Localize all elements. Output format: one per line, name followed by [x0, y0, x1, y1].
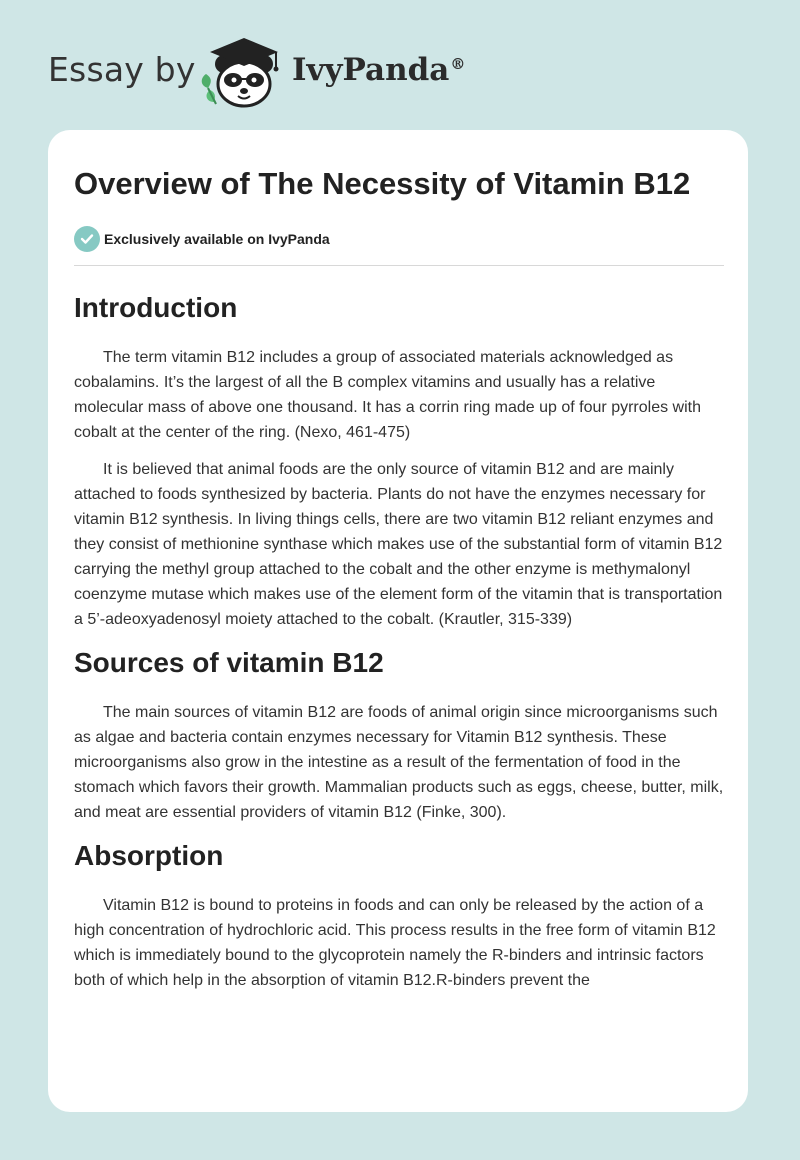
section-heading-sources: Sources of vitamin B12	[74, 647, 384, 678]
essay-card	[48, 130, 748, 1112]
registered-mark: ®	[450, 54, 466, 73]
paragraph: Vitamin B12 is bound to proteins in foods and can only be released by the action of a high concentration of hydrochloric acid. This process results in the free form of vitamin B12 which is immediately bound to the glycoprotein namely the R-binders and intrinsic factors both of which help in the absorption of vitamin B12.R-binders prevent the	[74, 897, 716, 989]
paragraph: It is believed that animal foods are the only source of vitamin B12 and are mainly attached to foods synthesized by bacteria. Plants do not have the enzymes necessary for vitamin B12 synthesis. In living things cells, there are two vitamin B12 reliant enzymes and they consist of methionine synthase which makes use of the substantial form of vitamin B12 carrying the methyl group attached to the cobalt and the other enzyme is methymalonyl coenzyme mutase which makes use of the element form of the vitamin that is transportation a 5’-adeoxyadenosyl moiety attached to the cobalt. (Krautler, 315-339)	[74, 461, 723, 628]
exclusive-label: Exclusively available on IvyPanda	[104, 231, 330, 247]
paragraph: The term vitamin B12 includes a group of associated materials acknowledged as cobalamins. It’s the largest of all the B complex vitamins and usually has a relative molecular mass of above one thousand. It has a corrin ring made up of four pyrroles with cobalt at the center of the ring. (Nexo, 461-475)	[74, 349, 701, 441]
paragraph: The main sources of vitamin B12 are foods of animal origin since microorganisms such as algae and bacteria contain enzymes necessary for Vitamin B12 synthesis. These microorganisms also grow in the intestine as a result of the fermentation of food in the stomach which favors their growth. Mammalian products such as eggs, cheese, butter, milk, and meat are essential providers of vitamin B12 (Finke, 300).	[74, 704, 724, 821]
section-heading-introduction: Introduction	[74, 292, 238, 323]
essay-content	[74, 130, 724, 993]
exclusive-badge	[74, 226, 724, 252]
divider	[74, 265, 724, 266]
site-header	[0, 0, 800, 128]
page-title: Overview of The Necessity of Vitamin B12	[74, 166, 691, 201]
brand-name-text: IvyPanda	[292, 52, 450, 88]
essay-by-label: Essay by	[48, 50, 196, 89]
panda-graduation-cap-icon[interactable]	[196, 34, 292, 110]
checkmark-icon	[74, 226, 100, 252]
section-heading-absorption: Absorption	[74, 840, 224, 871]
ivypanda-wordmark[interactable]	[292, 52, 465, 88]
